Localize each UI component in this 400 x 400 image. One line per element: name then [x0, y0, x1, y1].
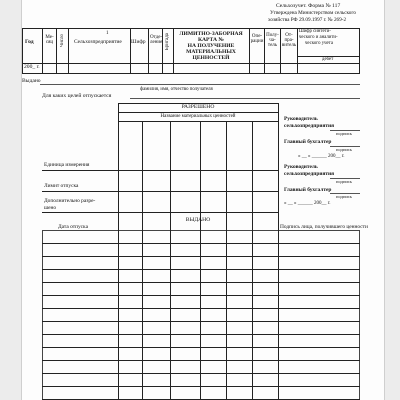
col-division: Отде-ление	[150, 35, 163, 45]
head-label-2: сельхозпредприятия	[284, 123, 335, 129]
recipient-caption: фамилия, имя, отчество получателя	[140, 87, 213, 92]
head-sign-caption-2: подпись	[336, 179, 353, 184]
col-day: Число	[60, 34, 65, 48]
receiver-sign-col: Подпись лица, получившего ценности	[280, 224, 368, 230]
chief-accountant-2: Главный бухгалтер	[284, 187, 332, 193]
accountant-sign-caption-1: подпись	[336, 147, 353, 152]
row-extra-1: Дополнительно разре-	[44, 198, 96, 204]
head-label-3: Руководитель	[284, 164, 318, 170]
purpose-label: Для каких целей отпускается	[42, 93, 112, 99]
section-issued-title: ВЫДАНО	[185, 217, 211, 223]
col-year: Год	[25, 39, 34, 45]
approval-line: Утверждена Министерством сельского	[270, 10, 356, 16]
col-farm: Сельхозпредприятие	[74, 39, 122, 45]
col-account-1: Шифр синтети-	[299, 29, 331, 34]
materials-header: Название материальных ценностей	[160, 114, 236, 119]
chief-accountant-1: Главный бухгалтер	[284, 139, 332, 145]
accountant-sign-caption-2: подпись	[336, 194, 353, 199]
sign-date-1: « __ » ______ 200__ г.	[298, 154, 345, 159]
row-unit: Единица измерения	[44, 162, 90, 168]
sign-date-2: « __ » ______ 200__ г.	[284, 201, 331, 206]
col-brigade: Бригада	[165, 33, 170, 51]
col-receiver: Полу-ча-тель	[266, 33, 279, 48]
form-title-1: ЛИМИТНО-ЗАБОРНАЯ	[179, 31, 243, 37]
col-account-2: ческого и аналити-	[299, 35, 338, 40]
head-label-1: Руководитель	[284, 116, 318, 122]
year-value: 200_ г.	[24, 64, 40, 70]
approval-date: хозяйства РФ 29.09.1997 г. № 269-2	[268, 17, 347, 23]
row-extra-2: шено	[44, 205, 57, 211]
head-sign-caption: подпись	[336, 131, 353, 136]
form-title-3: НА ПОЛУЧЕНИЕ	[187, 43, 235, 49]
form-sheet	[22, 0, 384, 400]
form-title-2: КАРТА №	[197, 37, 225, 43]
header-table-divider	[22, 63, 360, 64]
col-month: Ме-сяц	[45, 35, 54, 45]
row-limit: Лимит отпуска	[44, 183, 79, 189]
col-index: 1	[106, 31, 109, 36]
col-account-3: ческого учета	[305, 41, 333, 46]
col-operations: Опе-рации	[250, 34, 264, 44]
col-sender: От-пра-витель	[281, 33, 297, 48]
col-debit: дебет	[322, 57, 334, 62]
form-number: Сельхозучет. Форма № 117	[276, 3, 341, 9]
form-title-4: МАТЕРИАЛЬНЫХ	[186, 49, 236, 55]
form-title-5: ЦЕННОСТЕЙ	[192, 55, 230, 61]
col-code: Шифр	[131, 39, 146, 45]
issued-label: Выдано	[22, 78, 41, 84]
head-label-4: сельхозпредприятия	[284, 171, 335, 177]
section-allowed-title: РАЗРЕШЕНО	[181, 104, 215, 110]
issue-date-col: Дата отпуска	[58, 224, 88, 230]
